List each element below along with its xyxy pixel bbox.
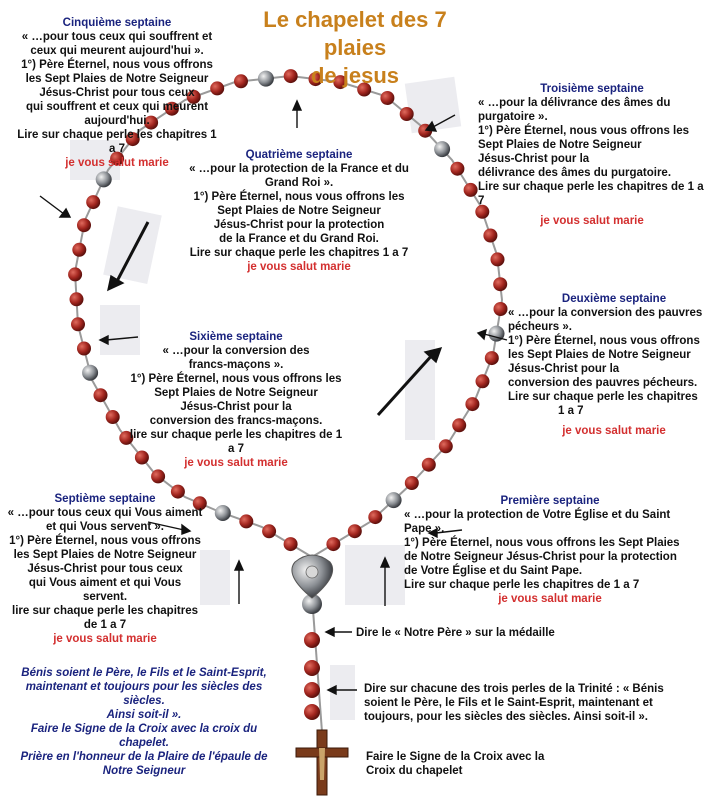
text-line: Lire sur chaque perle les chapitres de 1 a <box>478 181 704 193</box>
heart-medal <box>292 555 333 598</box>
red-bead <box>439 439 453 453</box>
text-line: Notre Seigneur <box>102 765 186 777</box>
text-line: les Sept Plaies de Notre Seigneur <box>25 73 209 85</box>
text-line: « …pour tous ceux qui Vous aiment <box>7 507 203 519</box>
text-line: « …pour tous ceux qui souffrent et <box>21 31 213 43</box>
text-line: a 7 <box>109 143 125 155</box>
septaine-troisieme <box>478 82 706 228</box>
text-line: Lire sur chaque perle les chapitres 1 <box>17 129 217 141</box>
septaine-premiere <box>404 494 696 606</box>
benis-block <box>8 666 280 778</box>
septaine-deuxieme <box>508 292 720 438</box>
text-line: conversion des pauvres pécheurs. <box>508 377 698 389</box>
septaine-heading: Première septaine <box>500 495 600 507</box>
red-bead <box>465 397 479 411</box>
trinity-bead <box>304 704 320 720</box>
text-line: francs-maçons ». <box>188 359 284 371</box>
red-bead <box>72 243 86 257</box>
page-title <box>230 6 480 90</box>
text-line: Dire le « Notre Père » sur la médaille <box>356 627 555 639</box>
text-line: servent. <box>82 591 128 603</box>
silver-separator-bead <box>386 492 402 508</box>
text-line: qui Vous aiment et qui Vous <box>28 577 182 589</box>
text-line: Jésus-Christ pour tous ceux <box>39 87 195 99</box>
text-line: a 7 <box>228 443 244 455</box>
text-line: maintenant et toujours pour les siècles des <box>25 681 263 693</box>
crucifix <box>296 730 348 795</box>
silver-separator-bead <box>434 141 450 157</box>
red-bead <box>77 218 91 232</box>
text-line: qui souffrent et ceux qui meurent <box>25 101 209 113</box>
red-bead <box>68 267 82 281</box>
text-line: « …pour la conversion des <box>162 345 310 357</box>
septaine-heading: Cinquième septaine <box>62 17 172 29</box>
text-line: de 1 a 7 <box>83 619 127 631</box>
text-line: 1°) Père Éternel, nous vous offrons les <box>193 191 405 203</box>
prayer-text: je vous salut marie <box>498 593 602 605</box>
red-bead <box>493 277 507 291</box>
text-line: ceux qui meurent aujourd'hui ». <box>30 45 204 57</box>
text-line: Lire sur chaque perle les chapitres de 1 a 7 <box>404 579 640 591</box>
text-line: les Sept Plaies de Notre Seigneur <box>13 549 197 561</box>
red-bead <box>70 292 84 306</box>
trinity-bead <box>304 632 320 648</box>
text-line: conversion des francs-maçons. <box>149 415 323 427</box>
text-line: Dire sur chacune des trois perles de la Trinité : « Bénis <box>364 683 664 695</box>
text-line: « …pour la protection de Votre Église et du Saint <box>404 509 671 521</box>
text-line: soient le Père, le Fils et le Saint-Esprit, maintenant et <box>364 697 653 709</box>
text-line: Faire le Signe de la Croix avec la <box>366 751 545 763</box>
text-line: Croix du chapelet <box>366 765 463 777</box>
text-line: 1°) Père Éternel, nous vous offrons les <box>478 125 690 137</box>
text-line: Sept Plaies de Notre Seigneur <box>478 139 642 151</box>
text-line: 1°) Père Éternel, nous vous offrons les Sept Plaies <box>404 537 680 549</box>
text-line: « …pour la conversion des pauvres <box>508 307 703 319</box>
septaine-heading: Septième septaine <box>54 493 156 505</box>
text-line: toujours, pour les siècles des siècles. Ainsi soit-il ». <box>364 711 648 723</box>
text-line: siècles. <box>123 695 165 707</box>
text-line: Prière en l'honneur de la Plaire de l'épaule de <box>20 751 268 763</box>
prayer-text: je vous salut marie <box>53 633 157 645</box>
text-line: Jésus-Christ pour la <box>478 153 590 165</box>
prayer-text: je vous salut marie <box>562 425 666 437</box>
septaine-heading: Deuxième septaine <box>561 293 667 305</box>
text-line: pécheurs ». <box>508 321 572 333</box>
red-bead <box>151 469 165 483</box>
septaine-sixieme <box>118 330 354 470</box>
silver-separator-bead <box>215 505 231 521</box>
prayer-text: je vous salut marie <box>247 261 351 273</box>
septaine-heading: Troisième septaine <box>540 83 644 95</box>
red-bead <box>262 524 276 538</box>
text-line: Jésus-Christ pour la <box>508 363 620 375</box>
silver-separator-bead <box>96 171 112 187</box>
text-line: de la France et du Grand Roi. <box>219 233 379 245</box>
red-bead <box>86 195 100 209</box>
text-line: et qui Vous servent ». <box>45 521 164 533</box>
text-line: Lire sur chaque perle les chapitres <box>508 391 698 403</box>
title-line-2: de jesus <box>310 63 400 88</box>
red-bead <box>326 537 340 551</box>
red-bead <box>400 107 414 121</box>
red-bead <box>284 537 298 551</box>
text-line: 1°) Père Éternel, nous vous offrons <box>9 535 201 547</box>
red-bead <box>464 183 478 197</box>
text-line: délivrance des âmes du purgatoire. <box>478 167 672 179</box>
prayer-text: je vous salut marie <box>65 157 169 169</box>
trinity-bead <box>304 660 320 676</box>
text-line: 1°) Père Éternel, nous vous offrons les <box>130 373 342 385</box>
text-line: Pape ». <box>404 523 445 535</box>
instruction-notre-pere <box>356 626 716 640</box>
red-bead <box>452 418 466 432</box>
text-line: 1 a 7 <box>558 405 584 417</box>
red-bead <box>94 388 108 402</box>
prayer-text: je vous salut marie <box>184 457 288 469</box>
text-line: purgatoire ». <box>478 111 548 123</box>
text-line: Ainsi soit-il ». <box>106 709 182 721</box>
septaine-cinquieme <box>4 16 230 170</box>
red-bead <box>422 458 436 472</box>
text-line: Bénis soient le Père, le Fils et le Saint-Esprit, <box>21 667 267 679</box>
red-bead <box>405 476 419 490</box>
red-bead <box>77 342 91 356</box>
text-line: Jésus-Christ pour la <box>180 401 292 413</box>
text-line: Jésus-Christ pour la protection <box>213 219 385 231</box>
text-line: lire sur chaque perle les chapitres de 1 <box>129 429 343 441</box>
red-bead <box>239 514 253 528</box>
text-line: Sept Plaies de Notre Seigneur <box>154 387 318 399</box>
text-line: Sept Plaies de Notre Seigneur <box>217 205 381 217</box>
text-line: « …pour la protection de la France et du <box>189 163 409 175</box>
septaine-septieme <box>2 492 208 646</box>
instruction-croix <box>366 750 626 778</box>
text-line: les Sept Plaies de Notre Seigneur <box>508 349 691 361</box>
text-line: de Notre Seigneur Jésus-Christ pour la protection <box>404 551 677 563</box>
text-line: Grand Roi ». <box>264 177 334 189</box>
red-bead <box>483 229 497 243</box>
title-line-1: Le chapelet des 7 plaies <box>263 7 447 60</box>
red-bead <box>485 351 499 365</box>
text-line: chapelet. <box>119 737 169 749</box>
trinity-bead <box>304 682 320 698</box>
silver-separator-bead <box>82 365 98 381</box>
text-line: « …pour la délivrance des âmes du <box>478 97 671 109</box>
text-line: 1°) Père Éternel, nous vous offrons <box>21 59 213 71</box>
red-bead <box>494 302 508 316</box>
red-bead <box>71 317 85 331</box>
red-bead <box>368 510 382 524</box>
text-line: aujourd'hui. <box>84 115 150 127</box>
septaine-quatrieme <box>182 148 416 274</box>
text-line: Jésus-Christ pour tous ceux <box>27 563 183 575</box>
text-line: lire sur chaque perle les chapitres <box>12 605 198 617</box>
text-line: Faire le Signe de la Croix avec la croix du <box>30 723 258 735</box>
red-bead <box>348 524 362 538</box>
text-line: 1°) Père Éternel, nous vous offrons <box>508 335 700 347</box>
septaine-heading: Sixième septaine <box>189 331 283 343</box>
red-bead <box>380 91 394 105</box>
red-bead <box>476 374 490 388</box>
septaine-heading: Quatrième septaine <box>245 149 353 161</box>
instruction-trinite <box>364 682 724 724</box>
red-bead <box>450 162 464 176</box>
text-line: de Votre Église et du Saint Pape. <box>404 565 583 577</box>
prayer-text: je vous salut marie <box>540 215 644 227</box>
text-line: Lire sur chaque perle les chapitres 1 a 7 <box>189 247 409 259</box>
red-bead <box>491 252 505 266</box>
text-line: 7 <box>478 195 485 207</box>
